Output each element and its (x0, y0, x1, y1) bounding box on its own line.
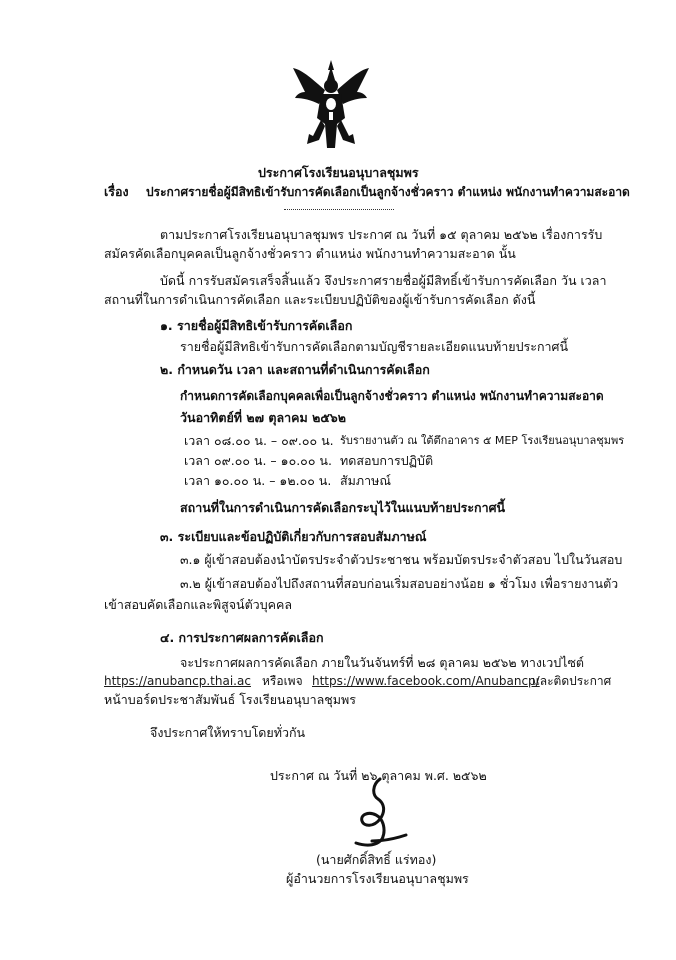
divider (284, 209, 394, 210)
intro-line-2: สมัครคัดเลือกบุคคลเป็นลูกจ้างชั่วคราว ตำแหน่ง พนักงานทำความสะอาด นั้น (104, 246, 516, 261)
section-4-heading: ๔. การประกาศผลการคัดเลือก (160, 630, 324, 645)
schedule-activity: ทดสอบการปฏิบัติ (340, 453, 434, 468)
venue-note: สถานที่ในการดำเนินการคัดเลือกระบุไว้ในแนบท้ายประกาศนี้ (180, 500, 506, 515)
or-page-text: หรือเพจ (262, 674, 303, 688)
section-4-line-3: หน้าบอร์ดประชาสัมพันธ์ โรงเรียนอนุบาลชุมพร (104, 692, 356, 707)
schedule-time: เวลา ๑๐.๐๐ น. – ๑๒.๐๐ น. (184, 473, 332, 488)
schedule-time: เวลา ๐๘.๐๐ น. – ๐๙.๐๐ น. (184, 433, 334, 448)
signatory-name: (นายศักดิ์สิทธิ์ แร่ทอง) (316, 852, 437, 867)
schedule-date: วันอาทิตย์ที่ ๒๗ ตุลาคม ๒๕๖๒ (180, 410, 346, 425)
signatory-position: ผู้อำนวยการโรงเรียนอนุบาลชุมพร (286, 871, 469, 886)
section-3-item-2-cont: เข้าสอบคัดเลือกและพิสูจน์ตัวบุคคล (104, 597, 293, 612)
handwritten-signature-icon (342, 775, 412, 850)
schedule-time: เวลา ๐๙.๐๐ น. – ๑๐.๐๐ น. (184, 453, 332, 468)
section-3-item-2: ๓.๒ ผู้เข้าสอบต้องไปถึงสถานที่สอบก่อนเริ่มสอบอย่างน้อย ๑ ชั่วโมง เพื่อรายงานตัว (180, 576, 619, 591)
schedule-subheading: กำหนดการคัดเลือกบุคคลเพื่อเป็นลูกจ้างชั่วคราว ตำแหน่ง พนักงานทำความสะอาด (180, 389, 604, 403)
garuda-emblem-icon (291, 58, 371, 150)
website-link[interactable]: https://anubancp.thai.ac (104, 674, 251, 688)
schedule-activity: สัมภาษณ์ (340, 473, 391, 488)
facebook-link[interactable]: https://www.facebook.com/Anubancp/ (312, 674, 540, 688)
intro-line-3: บัดนี้ การรับสมัครเสร็จสิ้นแล้ว จึงประกาศรายชื่อผู้มีสิทธิ์เข้ารับการคัดเลือก วัน เวลา (160, 273, 607, 288)
section-1-text: รายชื่อผู้มีสิทธิเข้ารับการคัดเลือกตามบัญชีรายละเอียดแนบท้ายประกาศนี้ (180, 339, 569, 354)
section-2-heading: ๒. กำหนดวัน เวลา และสถานที่ดำเนินการคัดเลือก (160, 362, 430, 377)
school-announcement-title: ประกาศโรงเรียนอนุบาลชุมพร (258, 165, 419, 180)
closing-text: จึงประกาศให้ทราบโดยทั่วกัน (150, 725, 306, 740)
intro-line-1: ตามประกาศโรงเรียนอนุบาลชุมพร ประกาศ ณ วันที่ ๑๕ ตุลาคม ๒๕๖๒ เรื่องการรับ (160, 227, 603, 242)
schedule-activity: รับรายงานตัว ณ ใต้ตึกอาคาร ๕ MEP โรงเรียนอนุบาลชุมพร (340, 434, 625, 447)
intro-line-4: สถานที่ในการดำเนินการคัดเลือก และระเบียบปฏิบัติของผู้เข้ารับการคัดเลือก ดังนี้ (104, 292, 536, 307)
section-4-line-1: จะประกาศผลการคัดเลือก ภายในวันจันทร์ที่ ๒๘ ตุลาคม ๒๕๖๒ ทางเวปไซต์ (180, 655, 585, 670)
section-3-item-1: ๓.๑ ผู้เข้าสอบต้องนำบัตรประจำตัวประชาชน พร้อมบัตรประจำตัวสอบ ไปในวันสอบ (180, 552, 623, 567)
announcement-date: ประกาศ ณ วันที่ ๒๖ ตุลาคม พ.ศ. ๒๕๖๒ (270, 768, 487, 783)
section-3-heading: ๓. ระเบียบและข้อปฏิบัติเกี่ยวกับการสอบสัมภาษณ์ (160, 529, 427, 544)
subject-title: ประกาศรายชื่อผู้มีสิทธิเข้ารับการคัดเลือกเป็นลูกจ้างชั่วคราว ตำแหน่ง พนักงานทำความสะอาด (146, 185, 630, 199)
section-1-heading: ๑. รายชื่อผู้มีสิทธิเข้ารับการคัดเลือก (160, 318, 353, 333)
and-board-text: และติดประกาศ (532, 674, 612, 688)
subject-label: เรื่อง (104, 184, 129, 199)
